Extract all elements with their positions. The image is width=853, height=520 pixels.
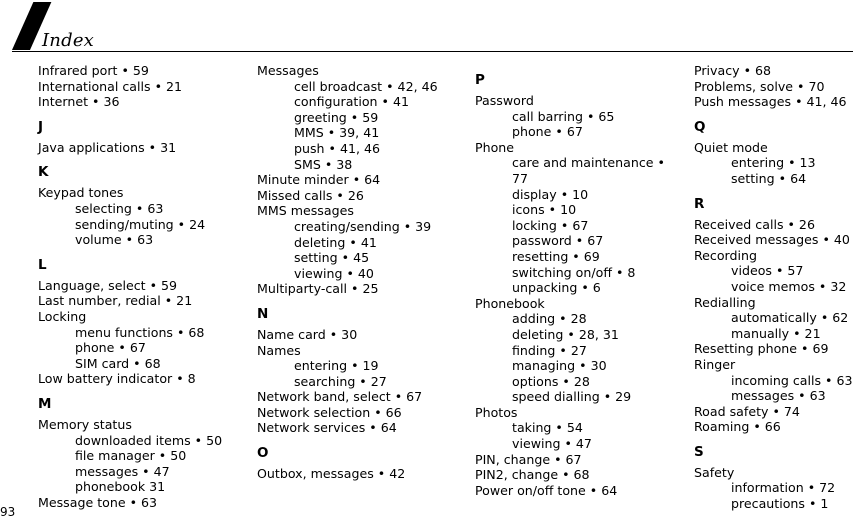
index-subentry: manually • 21 — [731, 325, 821, 341]
index-column-1 — [38, 63, 250, 510]
index-subentry: configuration • 41 — [294, 94, 409, 110]
index-subentry: viewing • 40 — [294, 265, 374, 281]
index-subentry: speed dialling • 29 — [512, 389, 632, 405]
index-subentry: phone • 67 — [75, 340, 146, 356]
index-entry: Locking — [38, 308, 87, 324]
index-subentry: searching • 27 — [294, 373, 387, 389]
index-subentry: options • 28 — [512, 373, 590, 389]
section-letter: O — [257, 445, 269, 462]
index-subentry: precautions • 1 — [731, 496, 829, 512]
index-subentry: file manager • 50 — [75, 448, 187, 464]
index-subentry: managing • 30 — [512, 358, 607, 374]
index-entry: Outbox, messages • 42 — [257, 466, 406, 482]
index-subentry: deleting • 41 — [294, 234, 377, 250]
index-entry: Phone — [475, 139, 515, 155]
index-entry: Memory status — [38, 416, 132, 432]
index-subentry: messages • 63 — [731, 388, 826, 404]
index-entry: Low battery indicator • 8 — [38, 371, 196, 387]
section-letter: Q — [694, 118, 706, 135]
index-column-3 — [475, 63, 687, 498]
index-subentry: cell broadcast • 42, 46 — [294, 78, 438, 94]
index-subentry: messages • 47 — [75, 463, 170, 479]
page-number: 93 — [0, 505, 16, 519]
index-subentry: MMS • 39, 41 — [294, 125, 380, 141]
index-subentry: push • 41, 46 — [294, 140, 381, 156]
index-subentry: selecting • 63 — [75, 200, 164, 216]
index-subentry: menu functions • 68 — [75, 324, 205, 340]
index-entry: PIN2, change • 68 — [475, 467, 590, 483]
index-entry: Push messages • 41, 46 — [694, 94, 847, 110]
page-title: Index — [42, 30, 95, 51]
index-entry: Phonebook — [475, 295, 545, 311]
index-entry: Internet • 36 — [38, 94, 120, 110]
index-entry: Infrared port • 59 — [38, 63, 149, 78]
index-entry: PIN, change • 67 — [475, 451, 582, 467]
section-letter: M — [38, 395, 52, 412]
index-subentry: finding • 27 — [512, 342, 587, 358]
index-entry: Language, select • 59 — [38, 277, 178, 293]
index-subentry: entering • 13 — [731, 155, 816, 171]
section-letter: S — [694, 443, 704, 460]
index-entry: Roaming • 66 — [694, 419, 781, 435]
index-subentry: creating/sending • 39 — [294, 218, 432, 234]
index-subentry: entering • 19 — [294, 358, 379, 374]
section-letter: L — [38, 256, 47, 273]
index-entry: Power on/off tone • 64 — [475, 482, 618, 498]
index-entry: MMS messages — [257, 203, 354, 219]
index-subentry: switching on/off • 8 — [512, 264, 636, 280]
section-letter: R — [694, 195, 705, 212]
index-entry: Messages — [257, 63, 319, 78]
index-entry: Names — [257, 342, 301, 358]
index-subentry: videos • 57 — [731, 263, 804, 279]
index-entry: Message tone • 63 — [38, 494, 158, 510]
index-subentry: phonebook 31 — [75, 479, 166, 495]
index-subentry: deleting • 28, 31 — [512, 326, 619, 342]
index-entry: Name card • 30 — [257, 326, 358, 342]
section-letter: P — [475, 72, 485, 88]
index-subentry: adding • 28 — [512, 311, 587, 327]
index-entry: Photos — [475, 404, 518, 420]
header-rule — [12, 51, 853, 52]
index-entry: Java applications • 31 — [38, 139, 177, 155]
index-subentry: viewing • 47 — [512, 436, 592, 452]
index-subentry: resetting • 69 — [512, 248, 600, 264]
index-entry: Road safety • 74 — [694, 403, 800, 419]
index-entry: Network band, select • 67 — [257, 389, 423, 405]
index-subentry: password • 67 — [512, 233, 604, 249]
index-entry: Received messages • 40 — [694, 232, 850, 248]
index-entry: Received calls • 26 — [694, 216, 815, 232]
index-subentry: downloaded items • 50 — [75, 432, 223, 448]
index-entry: Privacy • 68 — [694, 63, 772, 78]
index-subentry: setting • 45 — [294, 250, 370, 266]
index-entry: Missed calls • 26 — [257, 187, 364, 203]
index-subentry: incoming calls • 63 — [731, 372, 853, 388]
index-entry: Safety — [694, 464, 735, 480]
index-entry: Resetting phone • 69 — [694, 341, 829, 357]
index-subentry: unpacking • 6 — [512, 280, 601, 296]
index-entry: Password — [475, 93, 534, 108]
index-subentry: sending/muting • 24 — [75, 216, 206, 232]
index-subentry: icons • 10 — [512, 202, 577, 218]
index-subentry: automatically • 62 — [731, 310, 849, 326]
index-subentry: setting • 64 — [731, 170, 807, 186]
index-entry: Network services • 64 — [257, 420, 397, 436]
index-entry: International calls • 21 — [38, 78, 183, 94]
index-entry: Quiet mode — [694, 139, 768, 155]
section-letter: N — [257, 305, 269, 322]
index-subentry: greeting • 59 — [294, 109, 379, 125]
index-subentry: care and maintenance • 77 — [512, 155, 665, 186]
index-entry: Network selection • 66 — [257, 404, 402, 420]
index-entry: Minute minder • 64 — [257, 172, 381, 188]
index-subentry: SIM card • 68 — [75, 355, 161, 371]
index-subentry: voice memos • 32 — [731, 278, 847, 294]
section-letter: J — [38, 118, 44, 135]
index-entry: Keypad tones — [38, 185, 124, 201]
index-column-2 — [257, 63, 469, 482]
index-subentry: phone • 67 — [512, 124, 583, 140]
section-letter: K — [38, 164, 49, 181]
index-subentry: call barring • 65 — [512, 108, 615, 124]
index-entry: Recording — [694, 247, 757, 263]
index-entry: Multiparty-call • 25 — [257, 281, 379, 297]
index-entry: Problems, solve • 70 — [694, 78, 825, 94]
index-subentry: information • 72 — [731, 480, 836, 496]
index-subentry: taking • 54 — [512, 420, 583, 436]
index-entry: Last number, redial • 21 — [38, 293, 193, 309]
index-subentry: display • 10 — [512, 186, 589, 202]
index-subentry: SMS • 38 — [294, 156, 353, 172]
index-entry: Ringer — [694, 356, 736, 372]
index-subentry: locking • 67 — [512, 217, 589, 233]
index-subentry: volume • 63 — [75, 232, 154, 248]
index-entry: Redialling — [694, 294, 756, 310]
index-column-4 — [694, 63, 853, 512]
